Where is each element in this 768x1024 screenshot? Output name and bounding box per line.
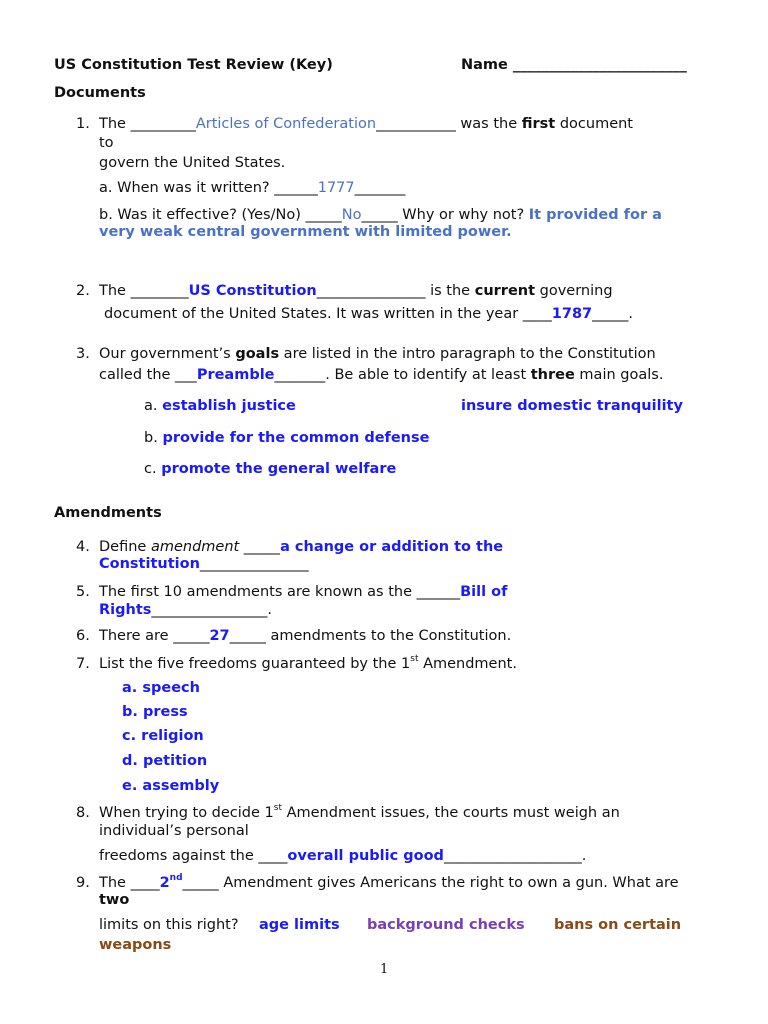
question-8-line-2: individual’s personal xyxy=(99,823,249,839)
freedom-item: b. press xyxy=(122,704,188,720)
question-number: 2. xyxy=(76,283,90,299)
question-7: List the five freedoms guaranteed by the 1st Amendment. xyxy=(99,654,517,672)
question-8-line-1: When trying to decide 1st Amendment issues, the courts must weigh an xyxy=(99,803,620,821)
question-9-line-1: The ____2nd_____ Amendment gives Americans the right to own a gun. What are xyxy=(99,873,679,891)
answer-text: Preamble xyxy=(196,367,275,383)
goal-item: a. establish justice xyxy=(144,398,296,414)
answer-limit-1: age limits xyxy=(259,917,340,933)
answer-text: a change or addition to the xyxy=(280,539,504,555)
answer-text: It provided for a xyxy=(528,207,662,223)
answer-text: Constitution xyxy=(99,556,200,572)
freedom-item: d. petition xyxy=(122,753,208,769)
question-3-line-1: Our government’s goals are listed in the intro paragraph to the Constitution xyxy=(99,346,656,362)
answer-limit-2: background checks xyxy=(367,917,525,933)
section-heading-amendments: Amendments xyxy=(54,505,162,521)
answer-text: overall public good xyxy=(287,848,444,864)
document-title: US Constitution Test Review (Key) xyxy=(54,57,333,73)
question-2-line-2: document of the United States. It was written in the year ____1787_____. xyxy=(104,306,633,322)
section-heading-documents: Documents xyxy=(54,85,146,101)
page-number: 1 xyxy=(380,962,389,977)
question-3-line-2: called the ___Preamble_______. Be able to identify at least three main goals. xyxy=(99,367,664,383)
question-4-line-1: Define amendment _____a change or addition to the xyxy=(99,539,504,555)
question-number: 9. xyxy=(76,875,90,891)
question-1-line-1: The _________Articles of Confederation___________ was the first document xyxy=(99,116,633,132)
freedom-item: c. religion xyxy=(122,728,204,744)
question-number: 1. xyxy=(76,116,90,132)
answer-text: 1787 xyxy=(551,306,593,322)
question-9-line-2: two xyxy=(99,892,130,908)
goal-item: insure domestic tranquility xyxy=(461,398,683,414)
question-1-line-2: to xyxy=(99,135,114,151)
question-5-line-1: The first 10 amendments are known as the ______Bill of xyxy=(99,584,508,600)
question-6: There are _____27_____ amendments to the Constitution. xyxy=(99,628,512,644)
question-8-line-3: freedoms against the ____overall public good___________________. xyxy=(99,848,587,864)
goal-item: c. promote the general welfare xyxy=(144,461,397,477)
question-number: 3. xyxy=(76,346,90,362)
answer-limit-3: bans on certain xyxy=(554,917,682,933)
answer-text: Bill of xyxy=(460,584,508,600)
question-4-line-2: Constitution_______________ xyxy=(99,556,309,572)
question-1a: a. When was it written? ______1777_______ xyxy=(99,180,406,196)
answer-text: 2 xyxy=(159,875,170,891)
answer-text: No xyxy=(341,207,362,223)
question-number: 4. xyxy=(76,539,90,555)
question-number: 7. xyxy=(76,656,90,672)
question-1b: b. Was it effective? (Yes/No) _____No_____ Why or why not? It provided for a xyxy=(99,207,662,223)
answer-text: 1777 xyxy=(317,180,355,196)
question-1b-explanation: very weak central government with limited power. xyxy=(99,224,512,240)
answer-text: 27 xyxy=(209,628,230,644)
question-5-line-2: Rights________________. xyxy=(99,602,273,618)
name-field-label: Name ________________________ xyxy=(461,57,687,73)
question-2-line-1: The ________US Constitution_______________ is the current governing xyxy=(99,283,613,299)
answer-text: Rights xyxy=(99,602,152,618)
question-number: 5. xyxy=(76,584,90,600)
question-9-line-3: limits on this right? xyxy=(99,917,239,933)
goal-item: b. provide for the common defense xyxy=(144,430,430,446)
question-number: 8. xyxy=(76,805,90,821)
question-number: 6. xyxy=(76,628,90,644)
freedom-item: a. speech xyxy=(122,680,200,696)
freedom-item: e. assembly xyxy=(122,778,220,794)
question-1-line-3: govern the United States. xyxy=(99,155,286,171)
answer-text: Articles of Confederation xyxy=(195,116,377,132)
answer-limit-3-cont: weapons xyxy=(99,937,172,953)
answer-text: US Constitution xyxy=(188,283,317,299)
